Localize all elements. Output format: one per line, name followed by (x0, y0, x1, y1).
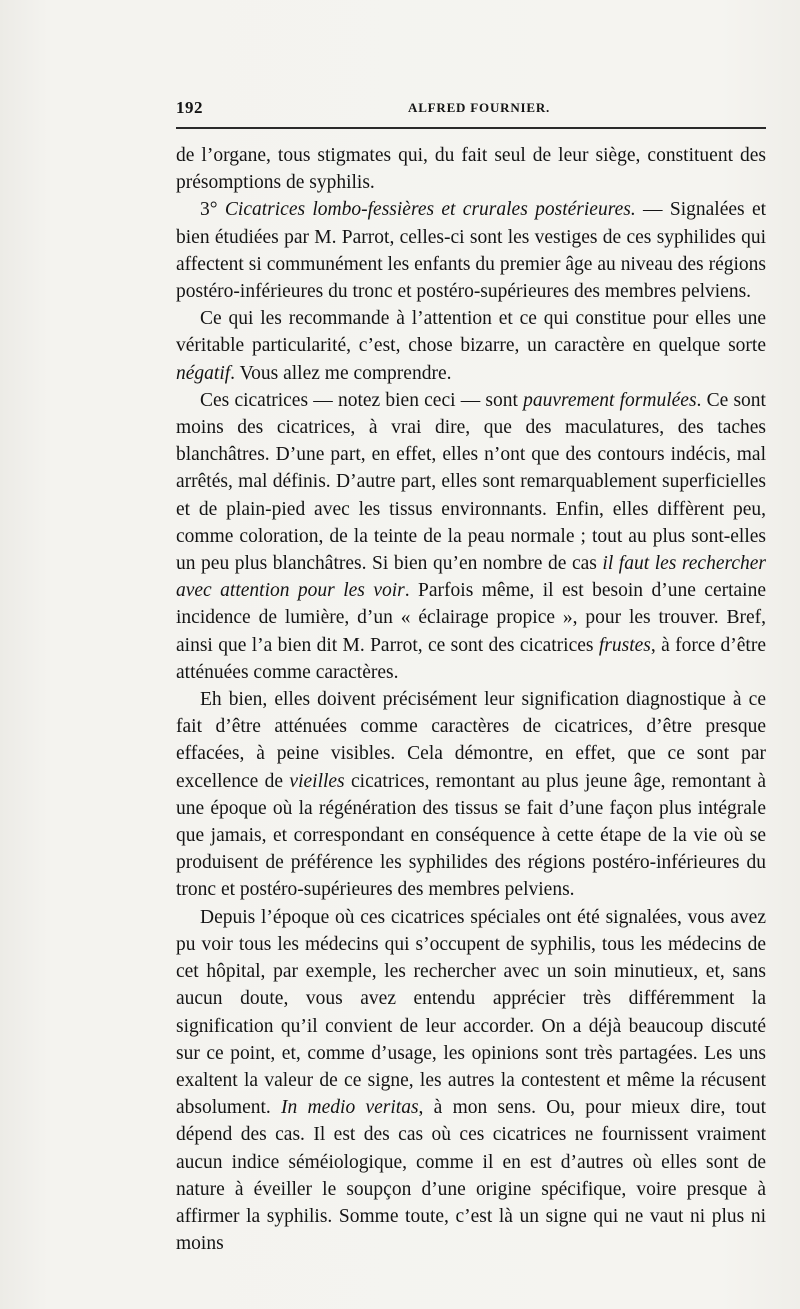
emphasis-vieilles: vieilles (289, 770, 345, 792)
page-header (176, 98, 766, 122)
header-rule (176, 127, 766, 129)
emphasis-rechercher: il faut les rechercher avec attention pour les voir (176, 553, 766, 602)
emphasis-negatif: négatif (176, 362, 231, 384)
emphasis-pauvrement: pauvrement formulées (523, 389, 697, 411)
paragraph-3: Ce qui les recommande à l’attention et ce qui constitue pour elles une véritable particularité, c’est, chose bizarre, un caractère en quelque sorte négatif. Vous allez me comprendre. (176, 308, 766, 384)
running-head: ALFRED FOURNIER. (408, 100, 551, 115)
emphasis-in-medio: In medio veritas (281, 1097, 419, 1119)
paragraph-5: Eh bien, elles doivent précisément leur signification diagnostique à ce fait d’être atténuées comme caractères de cicatrices, d’être presque effacées, à peine visibles. Cela démontre, en effet, que ce sont par excellence de vieilles cicatrices, remontant au plus jeune âge, remontant à une époque où la régénération des tissus se fait d’une façon plus intégrale que jamais, et correspondant en conséquence à cette étape de la vie où se produisent de préférence les syphilides des régions postéro-inférieures du tronc et postéro-supérieures des membres pelviens. (176, 689, 766, 901)
section-number: 3° (200, 199, 218, 221)
emphasis-frustes: frustes (598, 634, 651, 656)
page-number: 192 (176, 98, 203, 117)
paragraph-6: Depuis l’époque où ces cicatrices spéciales ont été signalées, vous avez pu voir tous les médecins qui s’occupent de syphilis, tous les médecins de cet hôpital, par exemple, les rechercher avec un soin minutieux, et, sans aucun doute, vous avez entendu apprécier très différemment la signification qu’il convient de leur accorder. On a déjà beaucoup discuté sur ce point, et, comme d’usage, les opinions sont très partagées. Les uns exaltent la valeur de ce signe, les autres la contestent et même la récusent absolument. In medio veritas, à mon sens. Ou, pour mieux dire, tout dépend des cas. Il est des cas où ces cicatrices ne fournissent vraiment aucun indice séméiologique, comme il en est d’autres où elles sont de nature à éveiller le soupçon d’une origine spécifique, voire presque à affirmer la syphilis. Somme toute, c’est là un signe qui ne vaut ni plus ni moins (176, 906, 766, 1255)
body-text (176, 142, 766, 1257)
paragraph-4: Ces cicatrices — notez bien ceci — sont pauvrement formulées. Ce sont moins des cicatrices, à vrai dire, que des maculatures, des taches blanchâtres. D’une part, en effet, elles n’ont que des contours indécis, mal arrêtés, mal définis. D’autre part, elles sont remarquablement superficielles et de plain-pied avec les tissus environnants. Enfin, elles diffèrent peu, comme coloration, de la teinte de la peau normale ; tout au plus sont-elles un peu plus blanchâtres. Si bien qu’en nombre de cas il faut les rechercher avec attention pour les voir. Parfois même, il est besoin d’une certaine incidence de lumière, d’un « éclairage propice », pour les trouver. Bref, ainsi que l’a bien dit M. Parrot, ce sont des cicatrices frustes, à force d’être atténuées comme caractères. (176, 389, 767, 683)
section-title: Cicatrices lombo-fessières et crurales postérieures. (224, 199, 636, 221)
paragraph-2: 3° Cicatrices lombo-fessières et crurales postérieures. — Signalées et bien étudiées par M. Parrot, celles-ci sont les vestiges de ces syphilides qui affectent si communément les enfants du premier âge au niveau des régions postéro-inférieures du tronc et postéro-supérieures des membres pelviens. (176, 199, 767, 303)
paragraph-1: de l’organe, tous stigmates qui, du fait seul de leur siège, constituent des présomptions de syphilis. (176, 145, 766, 194)
